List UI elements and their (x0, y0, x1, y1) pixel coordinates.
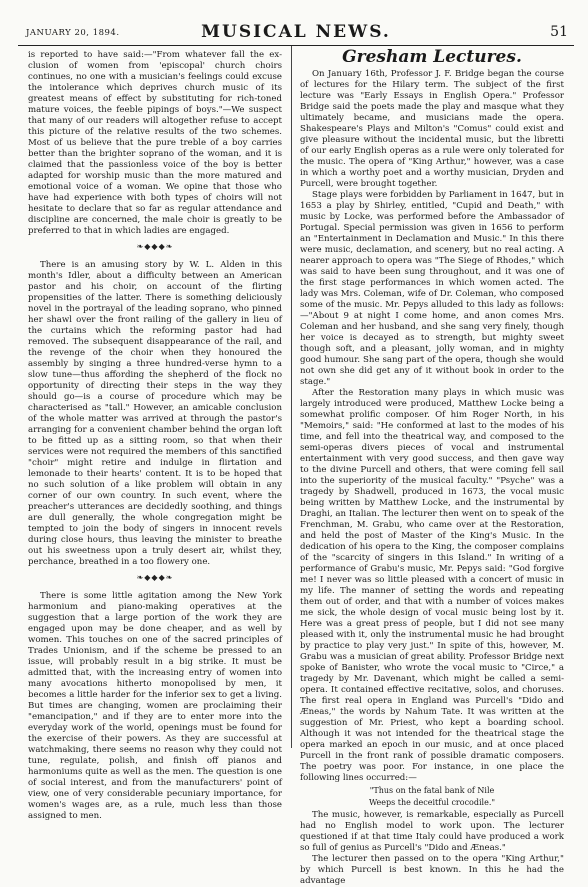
article-paragraph: On January 16th, Professor J. F. Bridge began the course of lectures for the Hilary term. The subject of the first lecture was "Early Essays in English Opera." Professor Bridge said the poets made the play and masque what they ultimately became, and musicians made the opera. Shakespeare's Plays and Milton's "Comus" could exist and give pleasure without the incidental music, but the libretti of our early English operas as a rule were only tolerated for the music. The opera of "King Arthur," however, was a case in which a worthy poet and a worthy musician, Dryden and Purcell, were brought together. (300, 69, 564, 189)
page-header (18, 22, 574, 46)
article-paragraph: The music, however, is remarkable, especially as Purcell had no English model to work upon. The lecturer questioned if at that time Italy could have produced a work so full of genius as Purcell's "Dido and Æneas." (300, 810, 564, 853)
article-paragraph: After the Restoration many plays in which music was largely introduced were produced, Matthew Locke being a somewhat prolific composer. Of him Roger North, in his "Memoirs," said: "He conformed at last to the modes of his time, and fell into the theatrical way, and composed to the semi-operas divers pieces of vocal and instrumental entertainment with very good success, and then gave way to the divine Purcell and others, that were coming fell sail into the superiority of the musical faculty." "Psyche" was a tragedy by Shadwell, produced in 1673, the vocal music being written by Matthew Locke, and the instrumental by Draghi, an Italian. The lecturer then went on to speak of the Frenchman, M. Grabu, who came over at the Restoration, and held the post of Master of the King's Music. In the dedication of his opera to the King, the composer complains of the "scarcity of singers in this Island." In writing of a performance of Grabu's music, Mr. Pepys said: "God forgive me! I never was so little pleased with a concert of music in my life. The manner of setting the words and repeating them out of order, and that with a number of voices makes me sick, the whole design of vocal music being lost by it. Here was a great press of people, but I did not see many pleased with it, only the instrumental music he had brought by practice to play very just." In spite of this, however, M. Grabu was a musician of great ability. Professor Bridge next spoke of Banister, who wrote the vocal music to "Circe," a tragedy by Mr. Davenant, which might be called a semi-opera. It contained effective recitative, solos, and choruses. The first real opera in England was Purcell's "Dido and Æneas," the words by Nahum Tate. It was written at the suggestion of Mr. Priest, who kept a boarding school. Although it was not intended for the theatrical stage the opera marked an epoch in our music, and at once placed Purcell in the front rank of possible dramatic composers. The poetry was poor. For instance, in one place the following lines occurred:— (300, 388, 564, 783)
issue-date: JANUARY 20, 1894. (26, 28, 120, 38)
section-ornament: ❧◆◆◆❧ (136, 242, 174, 251)
article-paragraph: There is an amusing story by W. L. Alden in this month's Idler, about a difficulty between an American pastor and his choir, on account of the flirting propensities of the latter. There is something deliciously novel in the portrayal of the leading soprano, who pinned her shawl over the front railing of the gallery in lieu of the curtains which the reforming pastor had had removed. The subsequent disappearance of the rail, and the revenge of the choir when they honoured the assembly by singing a three hundred-verse hymn to a slow tune—thus affording the shepherd of the flock no opportunity of directing their steps in the way they should go—is a course of procedure which may be characterised as "tall." However, an amicable conclusion of the whole matter was arrived at through the pastor's arranging for a convenient chamber behind the organ loft to be fitted up as a sitting room, so that when their services were not required the members of this sanctified "choir" might retire and indulge in flirtation and lemonade to their hearts' content. It is to be hoped that no such solution of a like problem will obtain in any corner of our own country. In such event, where the preacher's utterances are decidedly soothing, and things are dull generally, the whole congregation might be tempted to join the body of singers in innocent revels during close hours, thus leaving the minister to breathe out his sweetness upon a truly desert air, whilst they, perchance, breathed in a too flowery one. (28, 260, 282, 567)
right-column (300, 47, 564, 887)
column-divider (291, 46, 292, 748)
article-paragraph: The lecturer then passed on to the opera "King Arthur," by which Purcell is best known. In this he had the advantage (300, 854, 564, 886)
section-ornament: ❧◆◆◆❧ (136, 573, 174, 582)
page-number: 51 (550, 24, 568, 40)
header-rule (18, 45, 574, 46)
section-title: Gresham Lectures. (342, 47, 522, 67)
article-paragraph: Stage plays were forbidden by Parliament in 1647, but in 1653 a play by Shirley, entitled, "Cupid and Death," with music by Locke, was performed before the Ambassador of Portugal. Special permission was given in 1656 to perform an "Entertainment in Declamation and Music." In this there were music, declamation, and scenery, but no real acting. A nearer approach to opera was "The Siege of Rhodes," which was said to have been sung throughout, and it was one of the first stage performances in which women acted. The lady was Mrs. Coleman, wife of Dr. Coleman, who composed some of the music. Mr. Pepys alluded to this lady as follows:—"About 9 at night I come home, and anon comes Mrs. Coleman and her husband, and she sang very finely, though her voice is decayed as to strength, but mighty sweet though soft, and a pleasant, jolly woman, and in mighty good humour. She sang part of the opera, though she would not own she did get any of it without book in order to the stage." (300, 190, 564, 387)
verse-line: "Thus on the fatal bank of Nile (369, 786, 495, 795)
article-paragraph: is reported to have said:—"From whatever fall the ex- clusion of women from 'episcopal' church choirs continues, no one with a musician's feelings could excuse the intolerance which deprives church music of its greatest means of effect by substituting for rich-toned mature voices, the feeble pipings of boys."—We suspect that many of our readers will altogether refuse to accept this picture of the relative results of the two schemes. Most of us believe that the pure treble of a boy carries better than the brighter soprano of the woman, and it is claimed that the passionless voice of the boy is better adapted for worship music than the more matured and emotional voice of a woman. We opine that those who have had experience with both types of choirs will not hesitate to declare that so far as regular attendance and discipline are concerned, the male choir is greatly to be preferred to that in which ladies are engaged. (28, 50, 282, 236)
left-column (28, 50, 282, 822)
masthead-title: MUSICAL NEWS. (201, 22, 391, 42)
article-paragraph: There is some little agitation among the New York harmonium and piano-making operatives at the suggestion that a large portion of the work they are engaged upon may be done cheaper, and as well by women. This touches on one of the sacred principles of Trades Unionism, and if the scheme be pressed to an issue, will probably result in a big strike. It must be admitted that, with the increasing entry of women into many avocations hitherto monopolised by men, it becomes a little harder for the inferior sex to get a living. But times are changing, women are proclaiming their "emancipation," and if they are to enter more into the everyday work of the world, openings must be found for the exercise of their powers. As they are successful at watchmaking, there seems no reason why they could not tune, regulate, polish, and finish off pianos and harmoniums quite as well as the men. The question is one of social interest, and from the manufacturers' point of view, one of very considerable pecuniary importance, for women's wages are, as a rule, much less than those assigned to men. (28, 591, 282, 821)
verse-line: Weeps the deceitful crocodile." (368, 798, 496, 807)
